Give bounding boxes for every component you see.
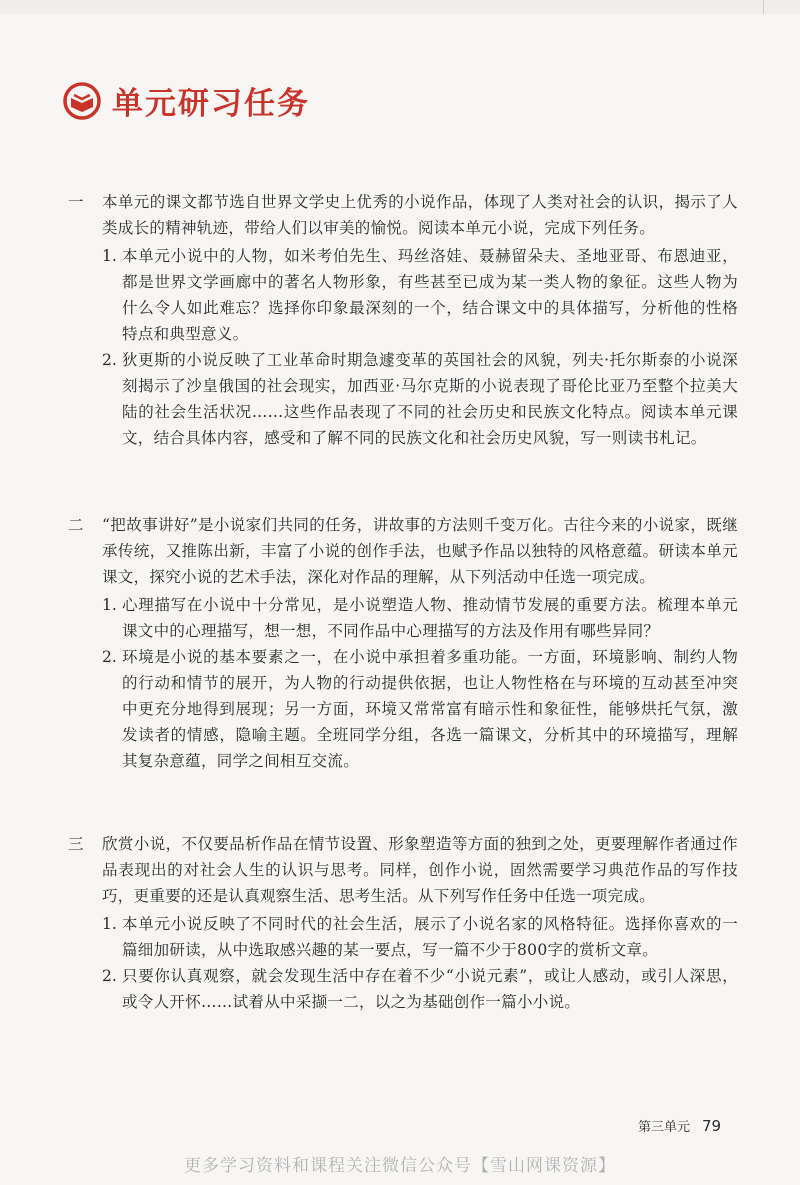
top-margin (0, 0, 800, 14)
item-text: 心理描写在小说中十分常见，是小说塑造人物、推动情节发展的重要方法。梳理本单元课文中的心理描写，想一想，不同作品中心理描写的方法及作用有哪些异同？ (122, 596, 738, 640)
page-footer (638, 1116, 721, 1135)
task-items (102, 592, 738, 774)
task-intro: 欣赏小说，不仅要品析作品在情节设置、形象塑造等方面的独到之处，更要理解作者通过作品表现出的对社会人生的认识与思考。同样，创作小说，固然需要学习典范作品的写作技巧，更重要的还是认真观察生活、思考生活。从下列写作任务中任选一项完成。 (102, 835, 738, 905)
item-text: 只要你认真观察，就会发现生活中存在着不少“小说元素”，或让人感动，或引人深思，或令人开怀……试着从中采撷一二，以之为基础创作一篇小小说。 (122, 967, 738, 1011)
item-number: 1. (102, 596, 117, 614)
item-text: 狄更斯的小说反映了工业革命时期急遽变革的英国社会的风貌，列夫·托尔斯泰的小说深刻揭示了沙皇俄国的社会现实，加西亚·马尔克斯的小说表现了哥伦比亚乃至整个拉美大陆的社会生活状况……这些作品表现了不同的社会历史和民族文化特点。阅读本单元课文，结合具体内容，感受和了解不同的民族文化和社会历史风貌，写一则读书札记。 (122, 351, 738, 447)
book-icon (62, 81, 102, 121)
item-text: 环境是小说的基本要素之一，在小说中承担着多重功能。一方面，环境影响、制约人物的行动和情节的展开，为人物的行动提供依据，也让人物性格在与环境的互动甚至冲突中更充分地得到展现；另一方面，环境又常常富有暗示性和象征性，能够烘托气氛，激发读者的情感，隐喻主题。全班同学分组，各选一篇课文，分析其中的环境描写，理解其复杂意蕴，同学之间相互交流。 (122, 648, 738, 770)
task-items (102, 243, 738, 451)
list-item (102, 347, 738, 451)
list-item (102, 911, 738, 963)
section-header (62, 78, 310, 123)
item-number: 1. (102, 247, 117, 265)
task-intro: 本单元的课文都节选自世界文学史上优秀的小说作品，体现了人类对社会的认识，揭示了人类成长的精神轨迹，带给人们以审美的愉悦。阅读本单元小说，完成下列任务。 (102, 193, 738, 237)
task-number: 一 (68, 193, 84, 211)
task-intro: “把故事讲好”是小说家们共同的任务，讲故事的方法则千变万化。古往今来的小说家，既继承传统，又推陈出新，丰富了小说的创作手法，也赋予作品以独特的风格意蕴。研读本单元课文，探究小说的艺术手法，深化对作品的理解，从下列活动中任选一项完成。 (102, 516, 738, 586)
item-number: 2. (102, 351, 117, 369)
list-item (102, 592, 738, 644)
list-item (102, 243, 738, 347)
item-text: 本单元小说反映了不同时代的社会生活，展示了小说名家的风格特征。选择你喜欢的一篇细加研读，从中选取感兴趣的某一要点，写一篇不少于800字的赏析文章。 (122, 915, 738, 959)
list-item (102, 644, 738, 774)
item-number: 2. (102, 967, 117, 985)
item-text: 本单元小说中的人物，如米考伯先生、玛丝洛娃、聂赫留朵夫、圣地亚哥、布恩迪亚，都是世界文学画廊中的著名人物形象，有些甚至已成为某一类人物的象征。这些人物为什么令人如此难忘？选择你印象最深刻的一个，结合课文中的具体描写，分析他的性格特点和典型意义。 (122, 247, 738, 343)
page-number: 79 (702, 1117, 722, 1135)
watermark-text: 更多学习资料和课程关注微信公众号【雪山网课资源】 (184, 1156, 616, 1176)
task-number: 二 (68, 516, 84, 534)
item-number: 2. (102, 648, 117, 666)
task-number: 三 (68, 835, 84, 853)
unit-label: 第三单元 (638, 1120, 691, 1135)
task-1 (68, 189, 738, 451)
task-2 (68, 512, 738, 774)
page-edge (763, 0, 764, 14)
page-title: 单元研习任务 (112, 86, 310, 122)
item-number: 1. (102, 915, 117, 933)
task-3 (68, 831, 738, 1015)
task-items (102, 911, 738, 1015)
list-item (102, 963, 738, 1015)
